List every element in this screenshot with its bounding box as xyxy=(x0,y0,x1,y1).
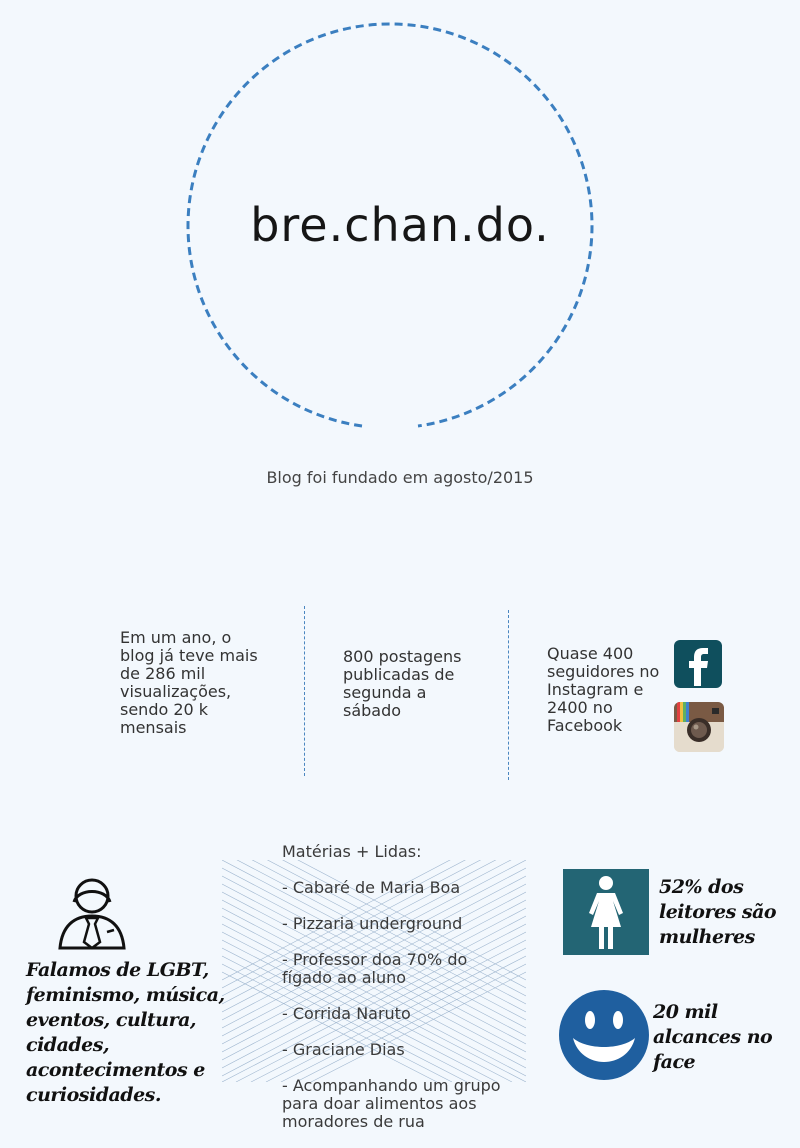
facebook-icon[interactable] xyxy=(674,640,722,688)
views-stat: Em um ano, o blog já teve mais de 286 mil visualizações, sendo 20 k mensais xyxy=(120,628,258,737)
brand-logo: bre.chan.do. xyxy=(250,198,550,252)
list-item: - Pizzaria underground xyxy=(282,914,463,933)
list-item: - Cabaré de Maria Boa xyxy=(282,878,461,897)
women-stat: 52% dos leitores são mulheres xyxy=(659,876,777,948)
list-item: - Professor doa 70% do fígado ao aluno xyxy=(282,950,468,987)
instagram-icon[interactable] xyxy=(674,702,724,752)
divider xyxy=(508,610,509,780)
topics-text: Falamos de LGBT, feminismo, música, eventos, cultura, cidades, acontecimentos e curiosidades. xyxy=(26,959,225,1106)
smiley-icon xyxy=(559,990,649,1080)
person-icon xyxy=(52,876,132,956)
posts-stat: 800 postagens publicadas de segunda a sábado xyxy=(343,647,462,720)
list-item: - Acompanhando um grupo para doar alimentos aos moradores de rua xyxy=(282,1076,501,1131)
list-item: - Graciane Dias xyxy=(282,1040,405,1059)
divider xyxy=(304,606,305,776)
list-item: - Corrida Naruto xyxy=(282,1004,411,1023)
woman-icon xyxy=(563,869,649,955)
followers-stat: Quase 400 seguidores no Instagram e 2400 no Facebook xyxy=(547,644,660,735)
founded-text: Blog foi fundado em agosto/2015 xyxy=(266,468,534,487)
materias-title: Matérias + Lidas: xyxy=(282,842,422,861)
reach-stat: 20 mil alcances no face xyxy=(653,1001,773,1073)
